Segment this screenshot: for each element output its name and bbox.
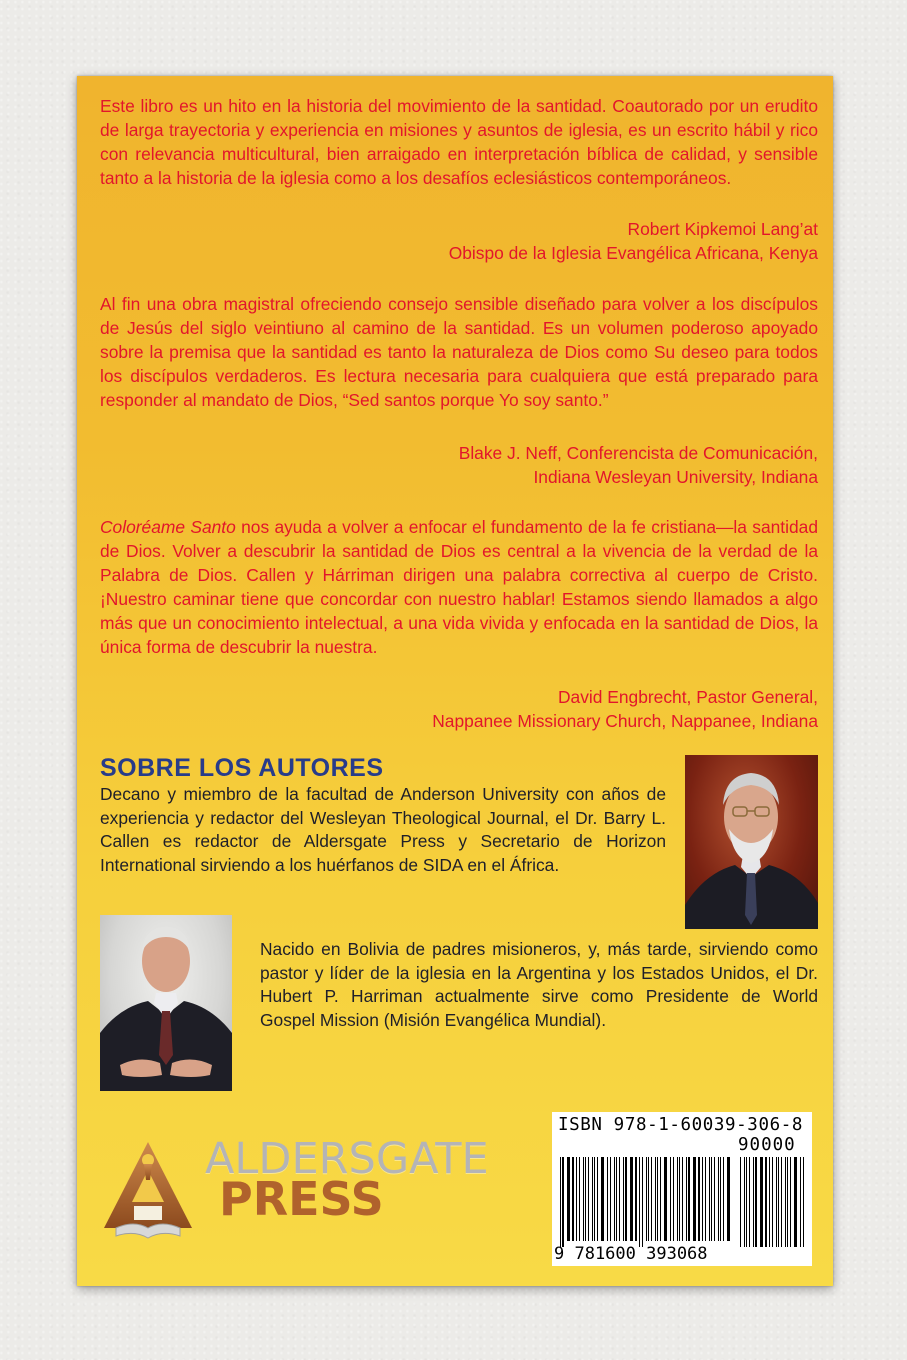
about-authors-heading: SOBRE LOS AUTORES <box>100 754 384 782</box>
barcode-bar <box>592 1157 593 1241</box>
barcode-bar <box>655 1157 656 1241</box>
endorsement-3-author: David Engbrecht, Pastor General, <box>557 687 818 707</box>
barcode-bar <box>679 1157 680 1241</box>
barcode-bar <box>765 1157 767 1247</box>
barcode-bar <box>588 1157 589 1241</box>
barcode-bar <box>562 1157 564 1247</box>
barcode-bar <box>778 1157 779 1247</box>
barcode-bar <box>753 1157 754 1247</box>
barcode-bar <box>711 1157 712 1241</box>
barcode-bar <box>585 1157 586 1241</box>
barcode-bar <box>673 1157 674 1241</box>
barcode-bar <box>619 1157 620 1241</box>
barcode-bar <box>610 1157 611 1241</box>
barcode-bar <box>664 1157 667 1241</box>
barcode-bar <box>723 1157 724 1241</box>
barcode-bar <box>803 1157 804 1247</box>
endorsement-1-text: Este libro es un hito en la historia del movimiento de la santidad. Coautorado por un erudito de larga trayectoria y experiencia en misiones y asuntos de iglesia, es un escrito hábil y rico con relevancia multicultural, bien arraigado en interpretación bíblica de calidad, y sensible tanto a la historia de la iglesia como a los desafíos eclesiásticos contemporáneos. <box>100 96 818 188</box>
back-cover <box>77 76 833 1286</box>
barcode-bar <box>760 1157 763 1247</box>
endorsement-2-attribution <box>218 441 818 489</box>
barcode-bar <box>794 1157 797 1247</box>
endorsement-1-role: Obispo de la Iglesia Evangélica Africana, Kenya <box>448 243 818 263</box>
author-photo-harriman <box>100 915 232 1091</box>
barcode-bar <box>682 1157 683 1241</box>
endorsement-3-text <box>100 515 818 659</box>
barcode-bar <box>594 1157 595 1241</box>
barcode-bar <box>686 1157 687 1241</box>
endorsement-3-body: nos ayuda a volver a enfocar el fundamento de la fe cristiana—la santidad de Dios. Volver a descubrir la santidad de Dios es central a la vivencia de la verdad de la Palabra de Dios. Callen y Hárriman dirigen una palabra correctiva al cuerpo de Cristo. ¡Nuestro caminar tiene que concordar con nuestro hablar! Estamos siendo llamados a algo más que un conocimiento intelectual, a una vida vivida y enfocada en la santidad de Dios, la única forma de descubrir la nuestra. <box>100 517 818 657</box>
barcode-bar <box>787 1157 788 1247</box>
barcode-bar <box>720 1157 721 1241</box>
barcode-bar <box>785 1157 786 1247</box>
barcode-bar <box>790 1157 791 1247</box>
barcode-bar <box>769 1157 770 1247</box>
barcode-bar <box>670 1157 671 1241</box>
barcode-bar <box>572 1157 574 1241</box>
barcode-bar <box>749 1157 750 1247</box>
endorsement-2-role: Indiana Wesleyan University, Indiana <box>533 467 818 487</box>
barcode-bar <box>744 1157 745 1247</box>
barcode-bar <box>567 1157 570 1241</box>
publisher-name-line2: PRESS <box>219 1172 384 1226</box>
barcode-bar <box>714 1157 715 1241</box>
endorsement-3-attribution <box>218 685 818 733</box>
endorsement-1-author: Robert Kipkemoi Lang’at <box>627 219 818 239</box>
barcode-bar <box>709 1157 710 1241</box>
barcode-bar <box>630 1157 633 1241</box>
barcode-bar <box>614 1157 615 1241</box>
barcode-bar <box>698 1157 700 1241</box>
barcode-bar <box>623 1157 624 1241</box>
barcode-bar <box>646 1157 647 1241</box>
barcode-bar <box>642 1157 643 1247</box>
author-bio-callen: Decano y miembro de la facultad de Anderson University con años de experiencia y redactor del Wesleyan Theological Journal, el Dr. Barry L. Callen es redactor de Aldersgate Press y Secretario de Horizon International sirviendo a los huérfanos de SIDA en el África. <box>100 784 666 875</box>
barcode-bar <box>776 1157 777 1247</box>
barcode-bar <box>781 1157 782 1247</box>
barcode-bar <box>746 1157 747 1247</box>
barcode-bar <box>579 1157 580 1241</box>
barcode-bar <box>616 1157 617 1241</box>
barcode-bar <box>693 1157 696 1241</box>
ean-digits: 9 781600 393068 <box>554 1244 708 1264</box>
barcode-bar <box>718 1157 719 1241</box>
barcode-bar <box>601 1157 604 1241</box>
barcode-bar <box>727 1157 730 1241</box>
barcode-bar <box>657 1157 658 1241</box>
barcode-bar <box>635 1157 637 1241</box>
barcode-bar <box>560 1157 561 1247</box>
barcode-bar <box>702 1157 703 1241</box>
barcode-bar <box>607 1157 608 1241</box>
barcode-bar <box>651 1157 652 1241</box>
publisher-name-line1: ALDERSGATE <box>205 1134 489 1184</box>
barcode-bar <box>639 1157 640 1247</box>
price-code: 90000 <box>738 1135 796 1155</box>
endorsement-2-author: Blake J. Neff, Conferencista de Comunicación, <box>458 443 818 463</box>
isbn-barcode <box>552 1112 812 1266</box>
barcode-bar <box>597 1157 598 1241</box>
barcode-bars <box>560 1157 806 1247</box>
endorsement-1-attribution <box>218 217 818 265</box>
barcode-bar <box>800 1157 801 1247</box>
barcode-bar <box>772 1157 773 1247</box>
barcode-bar <box>648 1157 649 1241</box>
barcode-bar <box>576 1157 577 1241</box>
barcode-bar <box>755 1157 757 1247</box>
barcode-bar <box>740 1157 741 1247</box>
isbn-number: ISBN 978-1-60039-306-8 <box>558 1115 803 1135</box>
endorsement-3-role: Nappanee Missionary Church, Nappanee, Indiana <box>432 711 818 731</box>
barcode-bar <box>583 1157 584 1241</box>
barcode-bar <box>705 1157 706 1241</box>
book-title-italic: Coloréame Santo <box>100 517 236 537</box>
barcode-bar <box>677 1157 678 1241</box>
barcode-bar <box>688 1157 690 1241</box>
author-photo-callen <box>685 755 818 929</box>
endorsement-2-text: Al fin una obra magistral ofreciendo consejo sensible diseñado para volver a los discípulos de Jesús del siglo veintiuno al camino de la santidad. Es un volumen poderoso apoyado sobre la premisa que la santidad es tanto la naturaleza de Dios como Su deseo para todos los discípulos verdaderos. Es lectura necesaria para cualquiera que está preparado para responder al mandato de Dios, “Sed santos porque Yo soy santo.” <box>100 294 818 410</box>
author-bio-harriman: Nacido en Bolivia de padres misioneros, y, más tarde, sirviendo como pastor y líder de la iglesia en la Argentina y los Estados Unidos, el Dr. Hubert P. Harriman actualmente sirve como Presidente de World Gospel Mission (Misión Evangélica Mundial). <box>260 939 818 1030</box>
barcode-bar <box>660 1157 661 1241</box>
barcode-bar <box>625 1157 627 1241</box>
